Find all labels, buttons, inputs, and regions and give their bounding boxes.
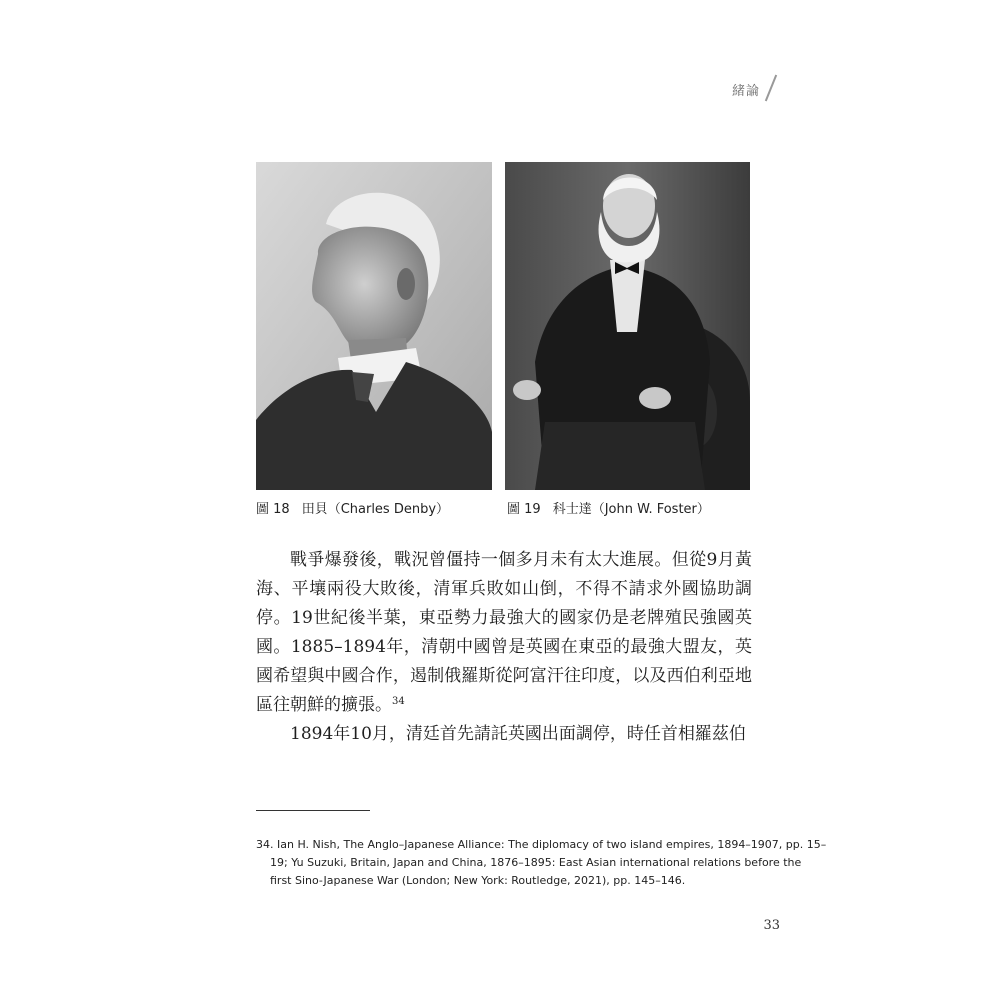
figure-18-caption [256, 498, 449, 517]
figure-19-number: 圖 19 [507, 502, 541, 517]
paragraph-1-text: 戰爭爆發後，戰況曾僵持一個多月未有太大進展。但從9月黃海、平壤兩役大敗後，清軍兵敗如山倒，不得不請求外國協助調停。19世紀後半葉，東亞勢力最強大的國家仍是老牌殖民強國英國。1885–1894年，清朝中國曾是英國在東亞的最強大盟友，英國希望與中國合作，遏制俄羅斯從阿富汗往印度，以及西伯利亞地區往朝鮮的擴張。 [256, 550, 752, 715]
body-paragraph-1 [256, 546, 752, 720]
figure-18-number: 圖 18 [256, 502, 290, 517]
body-paragraph-2: 1894年10月，清廷首先請託英國出面調停，時任首相羅茲伯 [290, 724, 746, 744]
footnote-line-1: 34. Ian H. Nish, The Anglo–Japanese Alliance: The diplomacy of two island empires, 1894–1907, pp. 15– [256, 838, 827, 851]
figure-19-caption-text: 科士達（John W. Foster） [552, 502, 710, 517]
figure-18-caption-text: 田貝（Charles Denby） [301, 502, 450, 517]
figure-19-caption [507, 498, 710, 517]
footnote-line-2: 19; Yu Suzuki, Britain, Japan and China, 1876–1895: East Asian international relations before the [270, 856, 802, 869]
body-text [256, 546, 752, 749]
footnote-divider [256, 810, 370, 811]
figure-18-photo [256, 162, 492, 490]
running-head: 緒論 [731, 84, 760, 99]
page-number: 33 [763, 918, 780, 933]
header-slash-ornament [765, 75, 777, 102]
footnote-ref-34[interactable]: 34 [392, 696, 405, 707]
footnote-line-3: first Sino-Japanese War (London; New York: Routledge, 2021), pp. 145–146. [270, 874, 686, 887]
figure-19-photo [505, 162, 750, 490]
footnote-34 [256, 836, 827, 890]
